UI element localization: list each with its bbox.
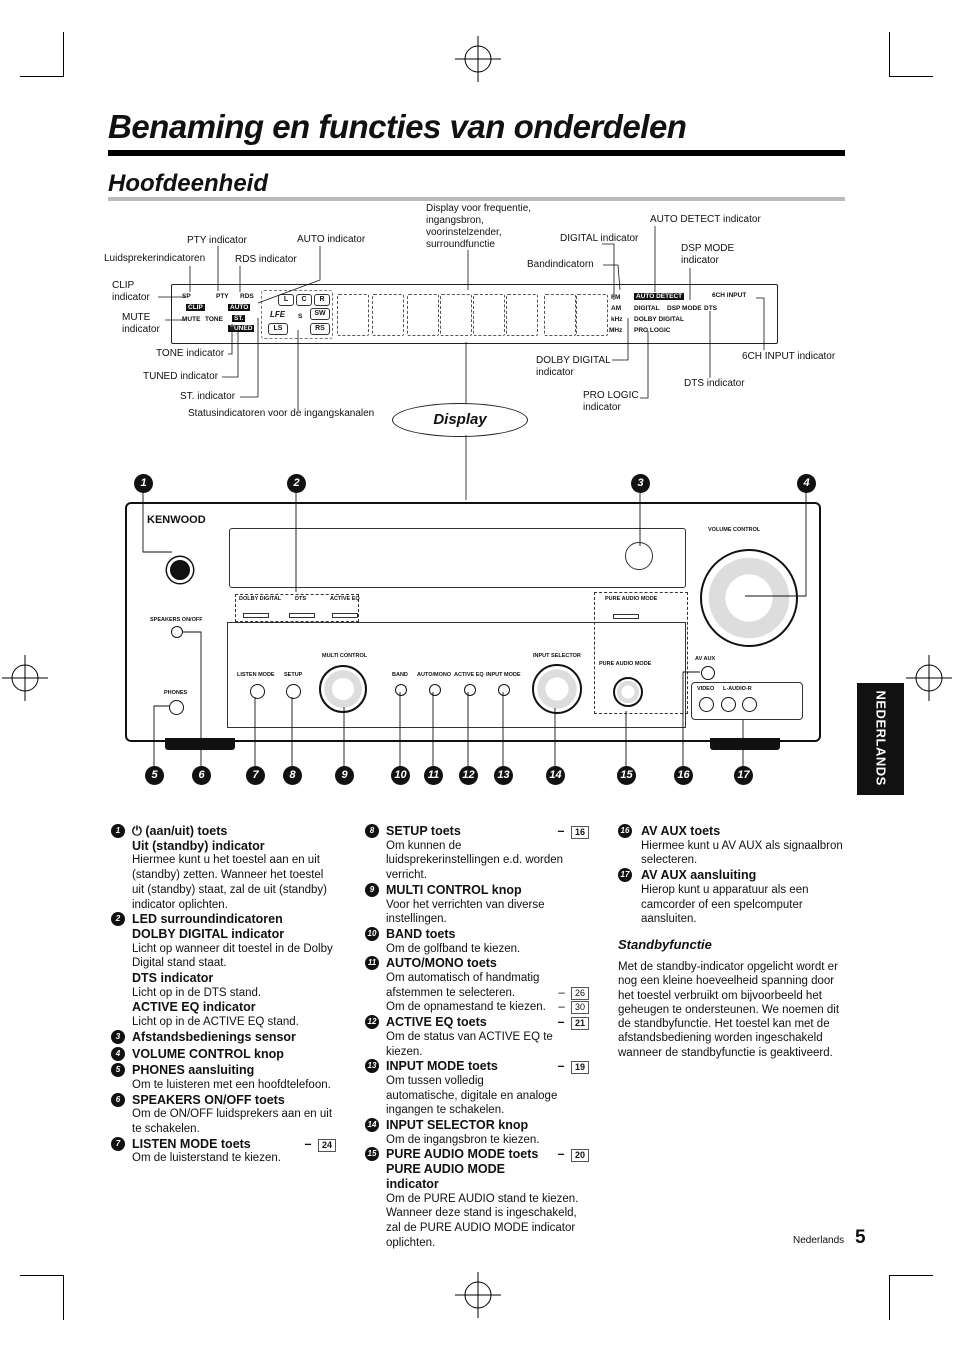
badge-10: 10 (365, 927, 379, 941)
n8-title: SETUP toets (386, 824, 461, 838)
callout-band: Bandindicatorn (527, 259, 594, 270)
badge-15: 15 (365, 1147, 379, 1161)
lcd-digital: DIGITAL (634, 305, 660, 312)
n2-dts-text: Licht op in de DTS stand. (132, 986, 262, 999)
phones-label: PHONES (164, 690, 188, 696)
multi-control-label: MULTI CONTROL (322, 653, 368, 659)
setup-label: SETUP (284, 672, 303, 678)
listen-mode-label: LISTEN MODE (237, 672, 275, 678)
badge-8: 8 (365, 824, 379, 838)
n4-title: VOLUME CONTROL knop (132, 1046, 284, 1061)
lcd-s: S (298, 313, 303, 320)
n5-title: PHONES aansluiting (132, 1063, 255, 1078)
n13-text: Om tussen volledig automatische, digitale en analoge ingangen te schakelen. (386, 1074, 558, 1117)
lcd-lfe: LFE (270, 310, 286, 319)
callout-badge-1: 1 (134, 474, 153, 493)
callout-freq: Display voor frequentie, ingangsbron, voorinstelzender, surroundfunctie (426, 203, 532, 250)
badge-13: 13 (365, 1059, 379, 1073)
callout-digital: DIGITAL indicator (560, 233, 639, 244)
lcd-ch-r: R (314, 294, 330, 306)
callout-badge-4: 4 (797, 474, 816, 493)
callout-tuned: TUNED indicator (143, 371, 219, 382)
n11-title: AUTO/MONO toets (386, 956, 497, 971)
standby-text: Met de standby-indicator opgelicht wordt er nog een kleine hoeveelheid spanning door het toestel verbruikt om bijvoorbeeld het geheugen te ondersteunen. We noemen dit de standbyfunctie. Het toestel kan met de afstandsbediening worden ingeschakeld wanneer de standbyfunctie is geaktiveerd. (618, 960, 840, 1059)
callout-status: Statusindicatoren voor de ingangskanalen (188, 408, 375, 419)
lcd-tone: TONE (205, 316, 223, 323)
n16-text: Hiermee kunt u AV AUX als signaalbron selecteren. (641, 839, 843, 867)
callout-rds: RDS indicator (235, 254, 297, 265)
n15-title: PURE AUDIO MODE toets (386, 1147, 539, 1162)
pure-audio-led-label: PURE AUDIO MODE (605, 596, 658, 602)
language-tab: NEDERLANDS (857, 683, 904, 795)
n1-title2: Uit (standby) indicator (132, 838, 265, 853)
lcd-mute: MUTE (182, 316, 201, 323)
n6-text: Om de ON/OFF luidsprekers aan en uit te schakelen. (132, 1108, 333, 1136)
callout-dspmode: DSP MODE indicator (681, 243, 735, 266)
lcd-khz: kHz (611, 316, 623, 323)
badge-11: 11 (365, 956, 379, 970)
badge-9: 9 (365, 883, 379, 897)
speakers-label: SPEAKERS ON/OFF (150, 617, 203, 623)
lcd-ch-l: L (278, 294, 294, 306)
page-number: 5 (855, 1227, 866, 1248)
n8-ref: 16 (571, 826, 589, 839)
lcd-rs: RS (310, 323, 330, 335)
callout-prologic: PRO LOGIC indicator (583, 390, 639, 413)
n13-ref: 19 (571, 1061, 589, 1074)
callout-badge-7: 7 (246, 766, 265, 785)
n1-title: (aan/uit) toets (145, 824, 228, 838)
callout-badge-15: 15 (617, 766, 636, 785)
power-icon: ⏻ (132, 824, 146, 838)
input-selector-label: INPUT SELECTOR (533, 653, 581, 659)
led-dolby-label: DOLBY DIGITAL (239, 596, 282, 602)
n10-text: Om de golfband te kiezen. (386, 942, 521, 955)
callout-dts: DTS indicator (684, 378, 745, 389)
led-dts-label: DTS (295, 596, 306, 602)
callout-dolby: DOLBY DIGITAL indicator (536, 355, 611, 378)
n17-text: Hierop kunt u apparatuur als een camcorder of een spelcomputer aansluiten. (641, 883, 809, 926)
desc-column-1: 1 ⏻ (aan/uit) toets Uit (standby) indicator Hiermee kunt u het toestel aan en uit (standby) zetten. Wanneer het toestel uit (standby) staat, zal de uit (standby) indicator oplichten. 2 LED surroundindicatoren DOLBY DIGITAL indicator Licht op wanneer dit toestel in de Dolby Digital stand staat. DTS indicator Licht op in de DTS stand. ACTIVE EQ indicator Licht op in de ACTIVE EQ stand. 3 Afstandsbedienings sensor 4 VOLUME CONTROL knop 5 PHONES aansluiting Om te luisteren met een hoofdtelefoon. 6 SPEAKERS ON/OFF toets Om de ON/OFF luidsprekers aan en uit te schakelen. 7 LISTEN MODE toets – 24 Om de luisterstand te kiezen. (111, 824, 336, 1166)
lcd-sp: SP (182, 293, 191, 300)
callout-badge-6: 6 (192, 766, 211, 785)
callout-badge-14: 14 (546, 766, 565, 785)
n15-title2: PURE AUDIO MODE indicator (386, 1162, 505, 1191)
desc-column-3 (618, 824, 848, 1060)
n3-title: Afstandsbedienings sensor (132, 1029, 296, 1044)
callout-badge-16: 16 (674, 766, 693, 785)
badge-3: 3 (111, 1030, 125, 1044)
lcd-pty: PTY (216, 293, 229, 300)
lcd-am: AM (611, 305, 622, 312)
n2-title: LED surroundindicatoren (132, 912, 283, 927)
section-title: Hoofdeenheid (108, 170, 268, 197)
callout-badge-12: 12 (459, 766, 478, 785)
n2-text: Licht op wanneer dit toestel in de Dolby Digital stand staat. (132, 942, 333, 970)
n14-text: Om de ingangsbron te kiezen. (386, 1133, 540, 1146)
desc-column-2: 8 SETUP toets – 16 Om kunnen de luidsprekerinstellingen e.d. worden verricht. 9 MULTI CONTROL knop Voor het verrichten van diverse instellingen. 10 BAND toets Om de golfband te kiezen. 11 AUTO/MONO toets Om automatisch of handmatig afstemmen te selecteren. – 26 Om de opnamestand te kiezen. – 30 12 ACTIVE EQ toets – 21 Om de status van ACTIVE EQ te kiezen. 13 INPUT MODE toets – 19 Om tussen volledig automatische, digitale en analoge ingangen te schakelen. 14 INPUT SELECTOR knop Om de ingangsbron te kiezen. 15 PURE AUDIO MODE toets – 20 PURE AUDIO MODE indicator Om de PURE AUDIO stand te kiezen. Wanneer deze stand is ingeschakeld, zal de PURE AUDIO MODE indicator oplichten. (365, 824, 589, 1250)
active-eq-label: ACTIVE EQ (454, 672, 484, 678)
audio-label: L-AUDIO-R (723, 686, 752, 692)
volume-label: VOLUME CONTROL (708, 527, 761, 533)
av-aux-label: AV AUX (695, 656, 716, 662)
n15-ref: 20 (571, 1149, 589, 1162)
callout-auto: AUTO indicator (297, 234, 366, 245)
led-activeeq-label: ACTIVE EQ (330, 596, 360, 602)
badge-14: 14 (365, 1118, 379, 1132)
badge-2: 2 (111, 912, 125, 926)
callout-6ch: 6CH INPUT indicator (742, 351, 836, 362)
callout-badge-11: 11 (424, 766, 443, 785)
input-mode-label: INPUT MODE (486, 672, 521, 678)
footer-lang: Nederlands (793, 1235, 845, 1246)
lcd-autodetect: AUTO DETECT (636, 293, 683, 300)
n9-title: MULTI CONTROL knop (386, 882, 522, 897)
n9-text: Voor het verrichten van diverse instellingen. (386, 898, 545, 926)
lcd-st: ST. (234, 315, 244, 322)
lcd-tuned: TUNED (230, 325, 253, 332)
n2-eq: ACTIVE EQ indicator (132, 1000, 256, 1015)
lcd-dts: DTS (704, 305, 717, 312)
badge-17: 17 (618, 868, 632, 882)
n5-text: Om te luisteren met een hoofdtelefoon. (132, 1078, 331, 1091)
page-title: Benaming en functies van onderdelen (108, 108, 687, 145)
lcd-auto: AUTO (230, 304, 249, 311)
lcd-mhz: MHz (609, 327, 623, 334)
callout-st: ST. indicator (180, 391, 236, 402)
callout-badge-8: 8 (283, 766, 302, 785)
lcd-ls: LS (268, 323, 288, 335)
n15-text: Om de PURE AUDIO stand te kiezen. Wanneer deze stand is ingeschakeld, zal de PURE AUDIO MODE indicator oplichten. (386, 1192, 579, 1249)
n8-text: Om kunnen de luidsprekerinstellingen e.d. worden verricht. (386, 839, 564, 882)
n12-title: ACTIVE EQ toets (386, 1015, 487, 1030)
band-label: BAND (392, 672, 408, 678)
lcd-prologic: PRO LOGIC (634, 327, 671, 334)
n7-text: Om de luisterstand te kiezen. (132, 1152, 281, 1165)
callout-pty: PTY indicator (187, 235, 247, 246)
callout-badge-17: 17 (734, 766, 753, 785)
pure-audio-btn-label: PURE AUDIO MODE (599, 661, 652, 667)
brand-logo: KENWOOD (147, 514, 206, 526)
n2-dts: DTS indicator (132, 971, 214, 986)
n16-title: AV AUX toets (641, 824, 721, 838)
badge-12: 12 (365, 1015, 379, 1029)
n7-ref: 24 (318, 1139, 336, 1152)
n11-ref1: 26 (571, 987, 589, 1000)
badge-16: 16 (618, 824, 632, 838)
n12-ref: 21 (571, 1017, 589, 1030)
callout-badge-13: 13 (494, 766, 513, 785)
display-oval-label: Display (392, 403, 528, 437)
n14-title: INPUT SELECTOR knop (386, 1118, 529, 1133)
lcd-ch-c: C (296, 294, 312, 306)
callout-badge-2: 2 (287, 474, 306, 493)
callout-mute: MUTE indicator (122, 312, 160, 335)
n6-title: SPEAKERS ON/OFF toets (132, 1092, 285, 1107)
n2-title2: DOLBY DIGITAL indicator (132, 926, 285, 941)
badge-6: 6 (111, 1093, 125, 1107)
n17-title: AV AUX aansluiting (641, 868, 757, 883)
lcd-sw: SW (310, 308, 330, 320)
n11-text1: Om automatisch of handmatig afstemmen te selecteren. (386, 972, 540, 999)
lcd-6ch: 6CH INPUT (712, 292, 747, 299)
video-label: VIDEO (697, 686, 715, 692)
callout-badge-5: 5 (145, 766, 164, 785)
n11-ref2: 30 (571, 1001, 589, 1014)
lcd-dspmode: DSP MODE (667, 305, 702, 312)
badge-7: 7 (111, 1137, 125, 1151)
lcd-clip: CLIP (188, 304, 203, 311)
callout-luidspreker: Luidsprekerindicatoren (104, 253, 206, 264)
callout-autodetect: AUTO DETECT indicator (650, 214, 761, 225)
n12-text: Om de status van ACTIVE EQ te kiezen. (386, 1030, 553, 1058)
lcd-dolbydigital: DOLBY DIGITAL (634, 316, 684, 323)
n1-text: Hiermee kunt u het toestel aan en uit (standby) zetten. Wanneer het toestel uit (standby) staat, zal de uit (standby) indicator oplichten. (132, 854, 327, 911)
badge-5: 5 (111, 1063, 125, 1077)
lcd-fm: FM (611, 294, 621, 301)
callout-clip: CLIP indicator (112, 280, 150, 303)
badge-4: 4 (111, 1047, 125, 1061)
badge-1: 1 (111, 824, 125, 838)
callout-badge-3: 3 (631, 474, 650, 493)
callout-badge-10: 10 (391, 766, 410, 785)
n7-title: LISTEN MODE toets (132, 1136, 251, 1151)
callout-badge-9: 9 (335, 766, 354, 785)
auto-mono-label: AUTO/MONO (417, 672, 452, 678)
n2-eq-text: Licht op in de ACTIVE EQ stand. (132, 1016, 299, 1029)
n11-text2: Om de opnamestand te kiezen. (386, 1001, 546, 1014)
n13-title: INPUT MODE toets (386, 1059, 498, 1074)
lcd-rds: RDS (240, 293, 254, 300)
n10-title: BAND toets (386, 926, 456, 941)
callout-tone: TONE indicator (156, 348, 225, 359)
standby-title: Standbyfunctie (618, 936, 712, 952)
